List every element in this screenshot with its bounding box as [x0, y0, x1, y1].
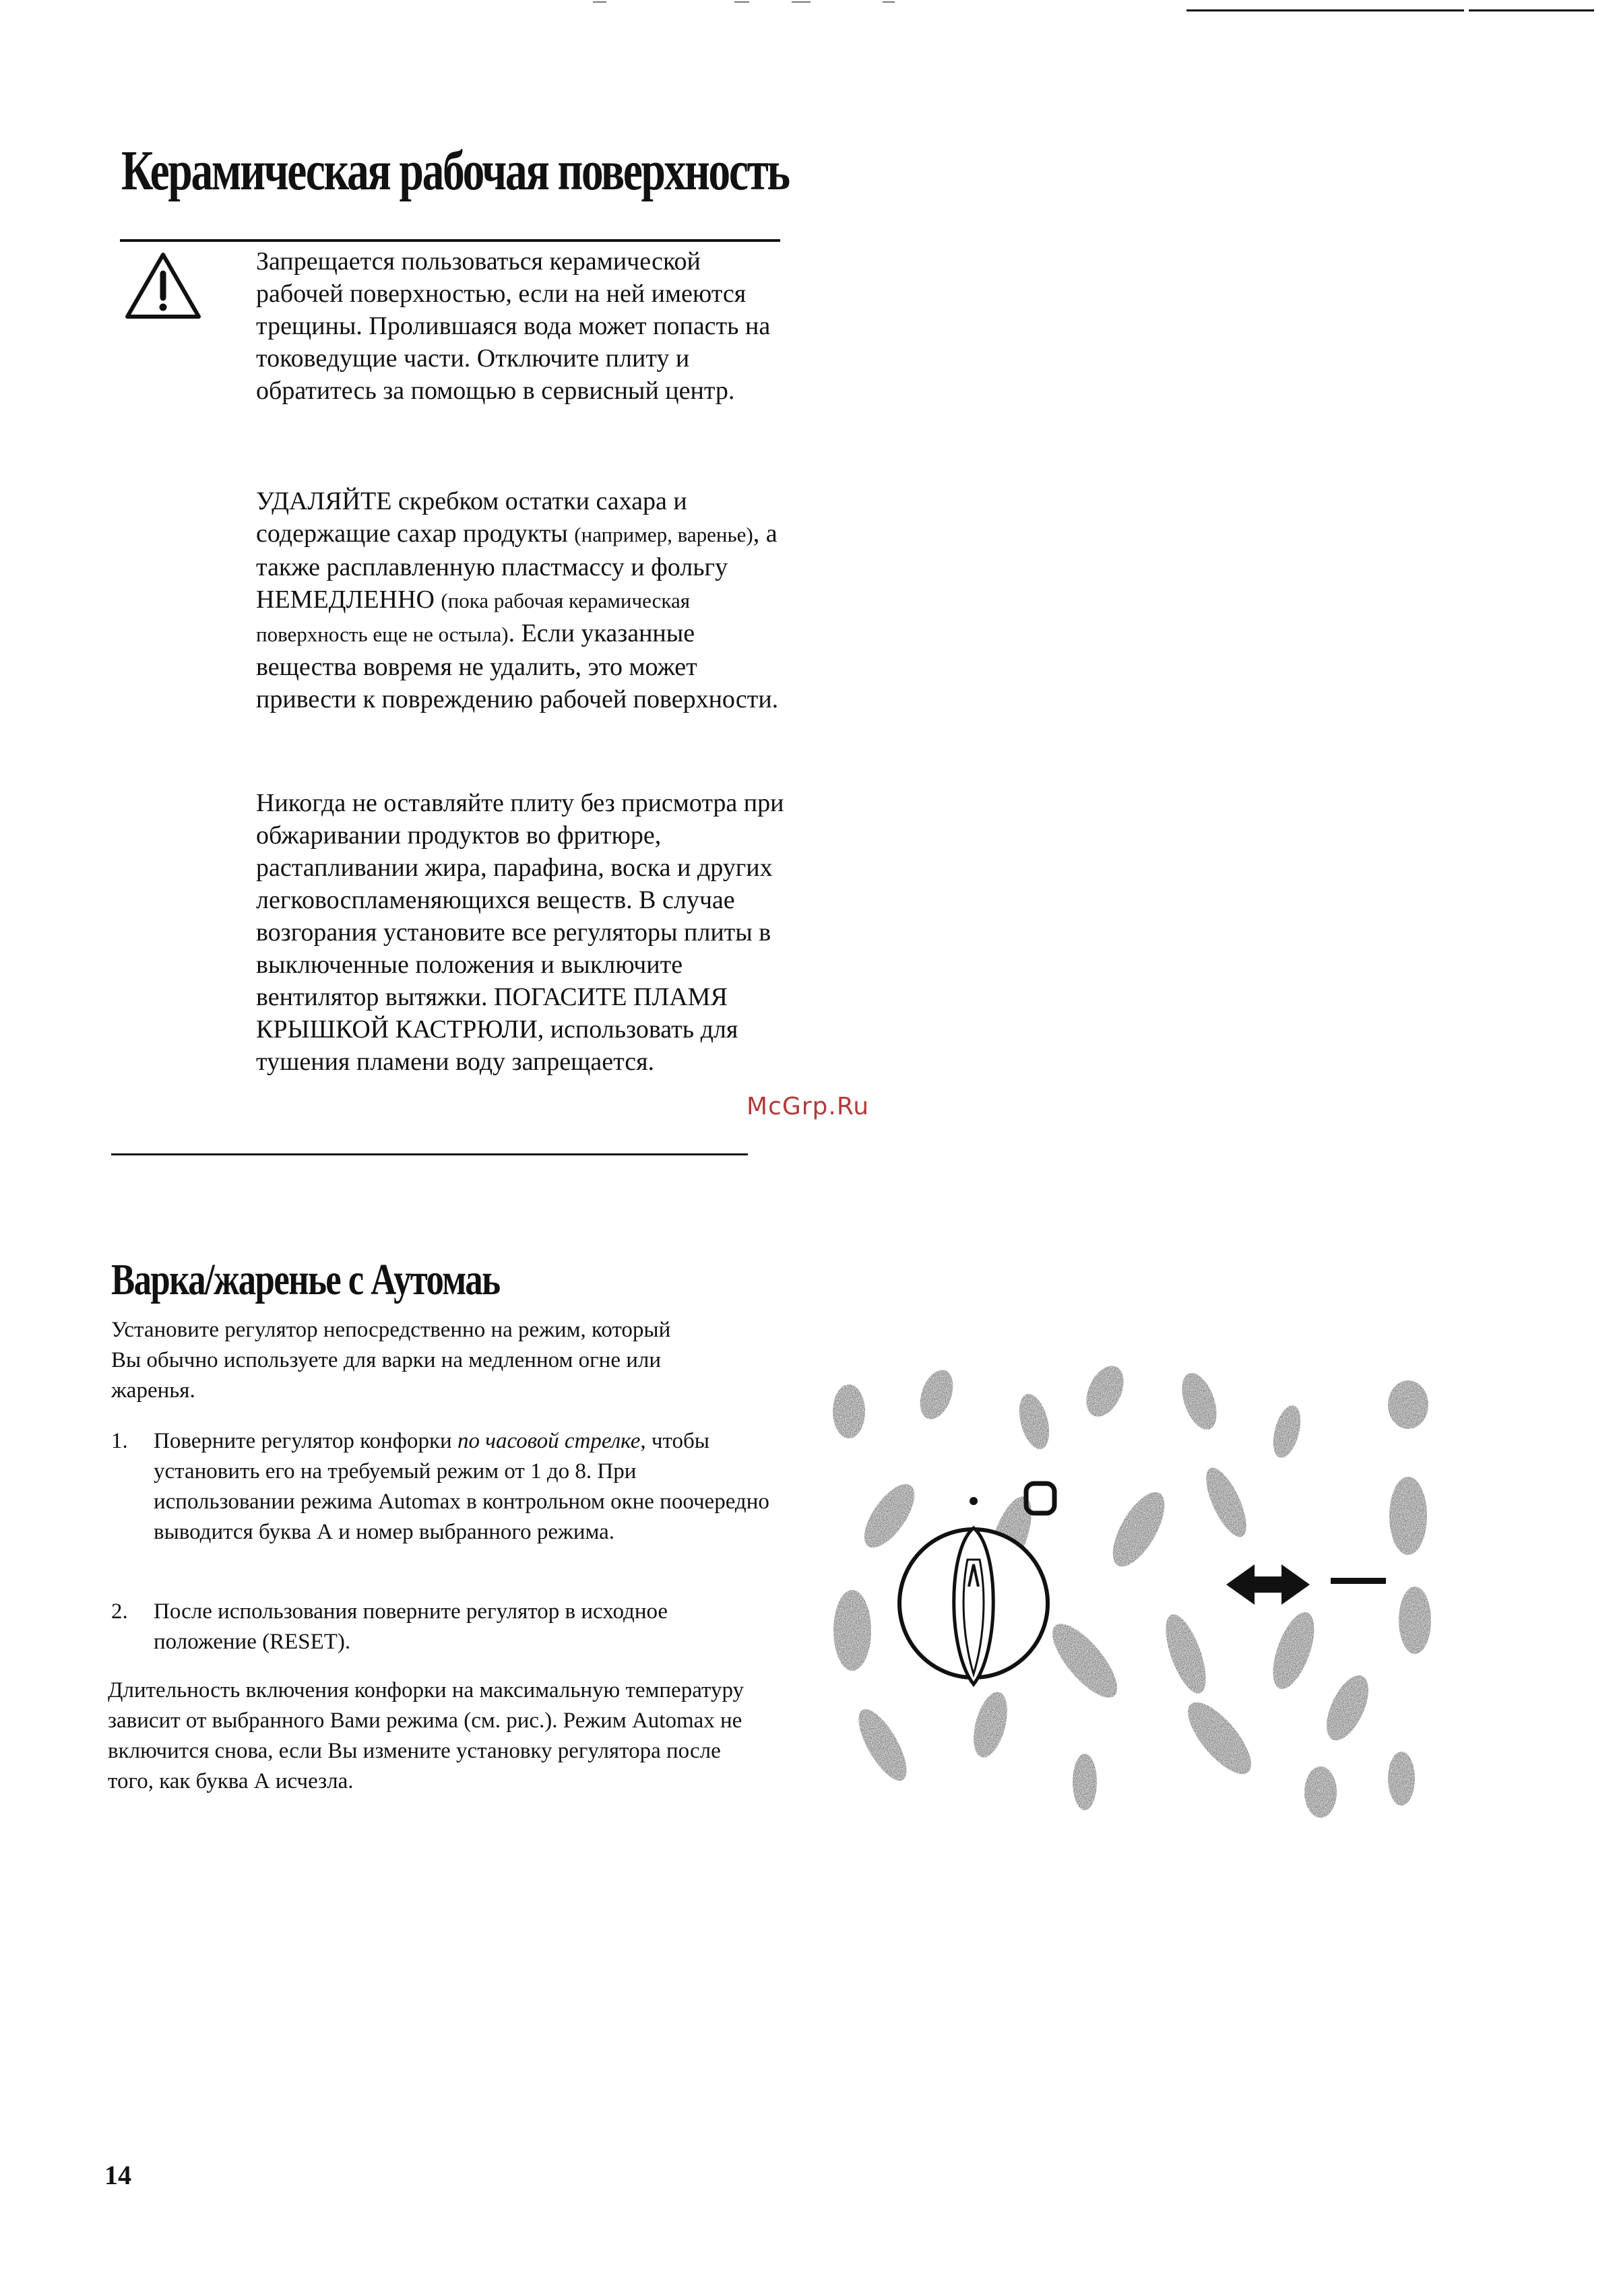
duration-paragraph: Длительность включения конфорки на максимальную температуру зависит от выбранного Вами режима (см. рис.). Режим Automax не включится снова, если Вы измените установку регулятора после того, как буква А исчезла. — [108, 1678, 745, 1793]
paragraph-text: . Если указанные вещества вовремя не удалить, это может привести к повреждению рабочей поверхности. — [256, 619, 779, 713]
step-text-italic: по часовой стрелке — [457, 1429, 641, 1453]
warning-paragraph — [256, 485, 788, 715]
paragraph-note: (пока рабочая керамическая поверхность еще не остыла) — [256, 589, 690, 646]
paragraph-note: (например, варенье) — [574, 523, 753, 546]
top-rule — [1469, 9, 1594, 11]
step-text-part: Поверните регулятор конфорки — [154, 1429, 457, 1453]
warning-paragraph: Запрещается пользоваться керамической рабочей поверхностью, если на ней имеются трещины. Пролившаяся вода может попасть на токоведущие части. Отключите плиту и обратитесь за помощью в сервисный центр. — [256, 247, 771, 405]
paragraph-text: , а также расплавленную пластмассу и фольгу НЕМЕДЛЕННО — [256, 519, 778, 614]
top-rule — [1186, 9, 1464, 11]
control-knob-figure — [822, 1314, 1469, 1839]
scan-artifact — [734, 1, 749, 3]
step-text-part: , чтобы установить его на требуемый режим от 1 до 8. При использовании режима Automax в контрольном окне поочередно выводится буква А и номер выбранного режима. — [154, 1429, 769, 1544]
step-number: 2. — [111, 1599, 128, 1624]
section-rule — [111, 1153, 748, 1155]
scan-artifact — [883, 1, 895, 3]
scan-artifact — [792, 1, 811, 3]
section-heading-automax: Варка/жаренье с Аутомаь — [111, 1255, 500, 1304]
section-heading-ceramic: Керамическая рабочая поверхность — [121, 139, 789, 202]
warning-paragraph: Никогда не оставляйте плиту без присмотра при обжаривании продуктов во фритюре, растапливании жира, парафина, воска и других легковоспламеняющихся веществ. В случае возгорания установите все регуляторы плиты в выключенные положения и выключите вентилятор вытяжки. ПОГАСИТЕ ПЛАМЯ КРЫШКОЙ КАСТРЮЛИ, использовать для тушения пламени воду запрещается. — [256, 789, 784, 1076]
off-dot-icon — [970, 1497, 978, 1505]
step-number: 1. — [111, 1429, 128, 1453]
control-knob-icon — [899, 1528, 1048, 1684]
step-text — [154, 1426, 780, 1548]
warning-triangle-icon — [123, 251, 203, 321]
watermark-link[interactable]: McGrp.Ru — [747, 1093, 870, 1120]
paragraph-text: УДАЛЯЙТЕ скребком остатки сахара и содержащие сахар продукты — [256, 487, 687, 548]
scan-artifact — [593, 1, 606, 3]
step-text: После использования поверните регулятор в исходное положение (RESET). — [154, 1599, 668, 1654]
dash-symbol-icon — [1331, 1578, 1386, 1584]
double-arrow-icon — [1226, 1564, 1310, 1605]
section-rule — [120, 239, 780, 242]
intro-paragraph: Установите регулятор непосредственно на режим, который Вы обычно используете для варки на медленном огне или жаренья. — [111, 1318, 671, 1403]
page-number: 14 — [104, 2160, 131, 2190]
